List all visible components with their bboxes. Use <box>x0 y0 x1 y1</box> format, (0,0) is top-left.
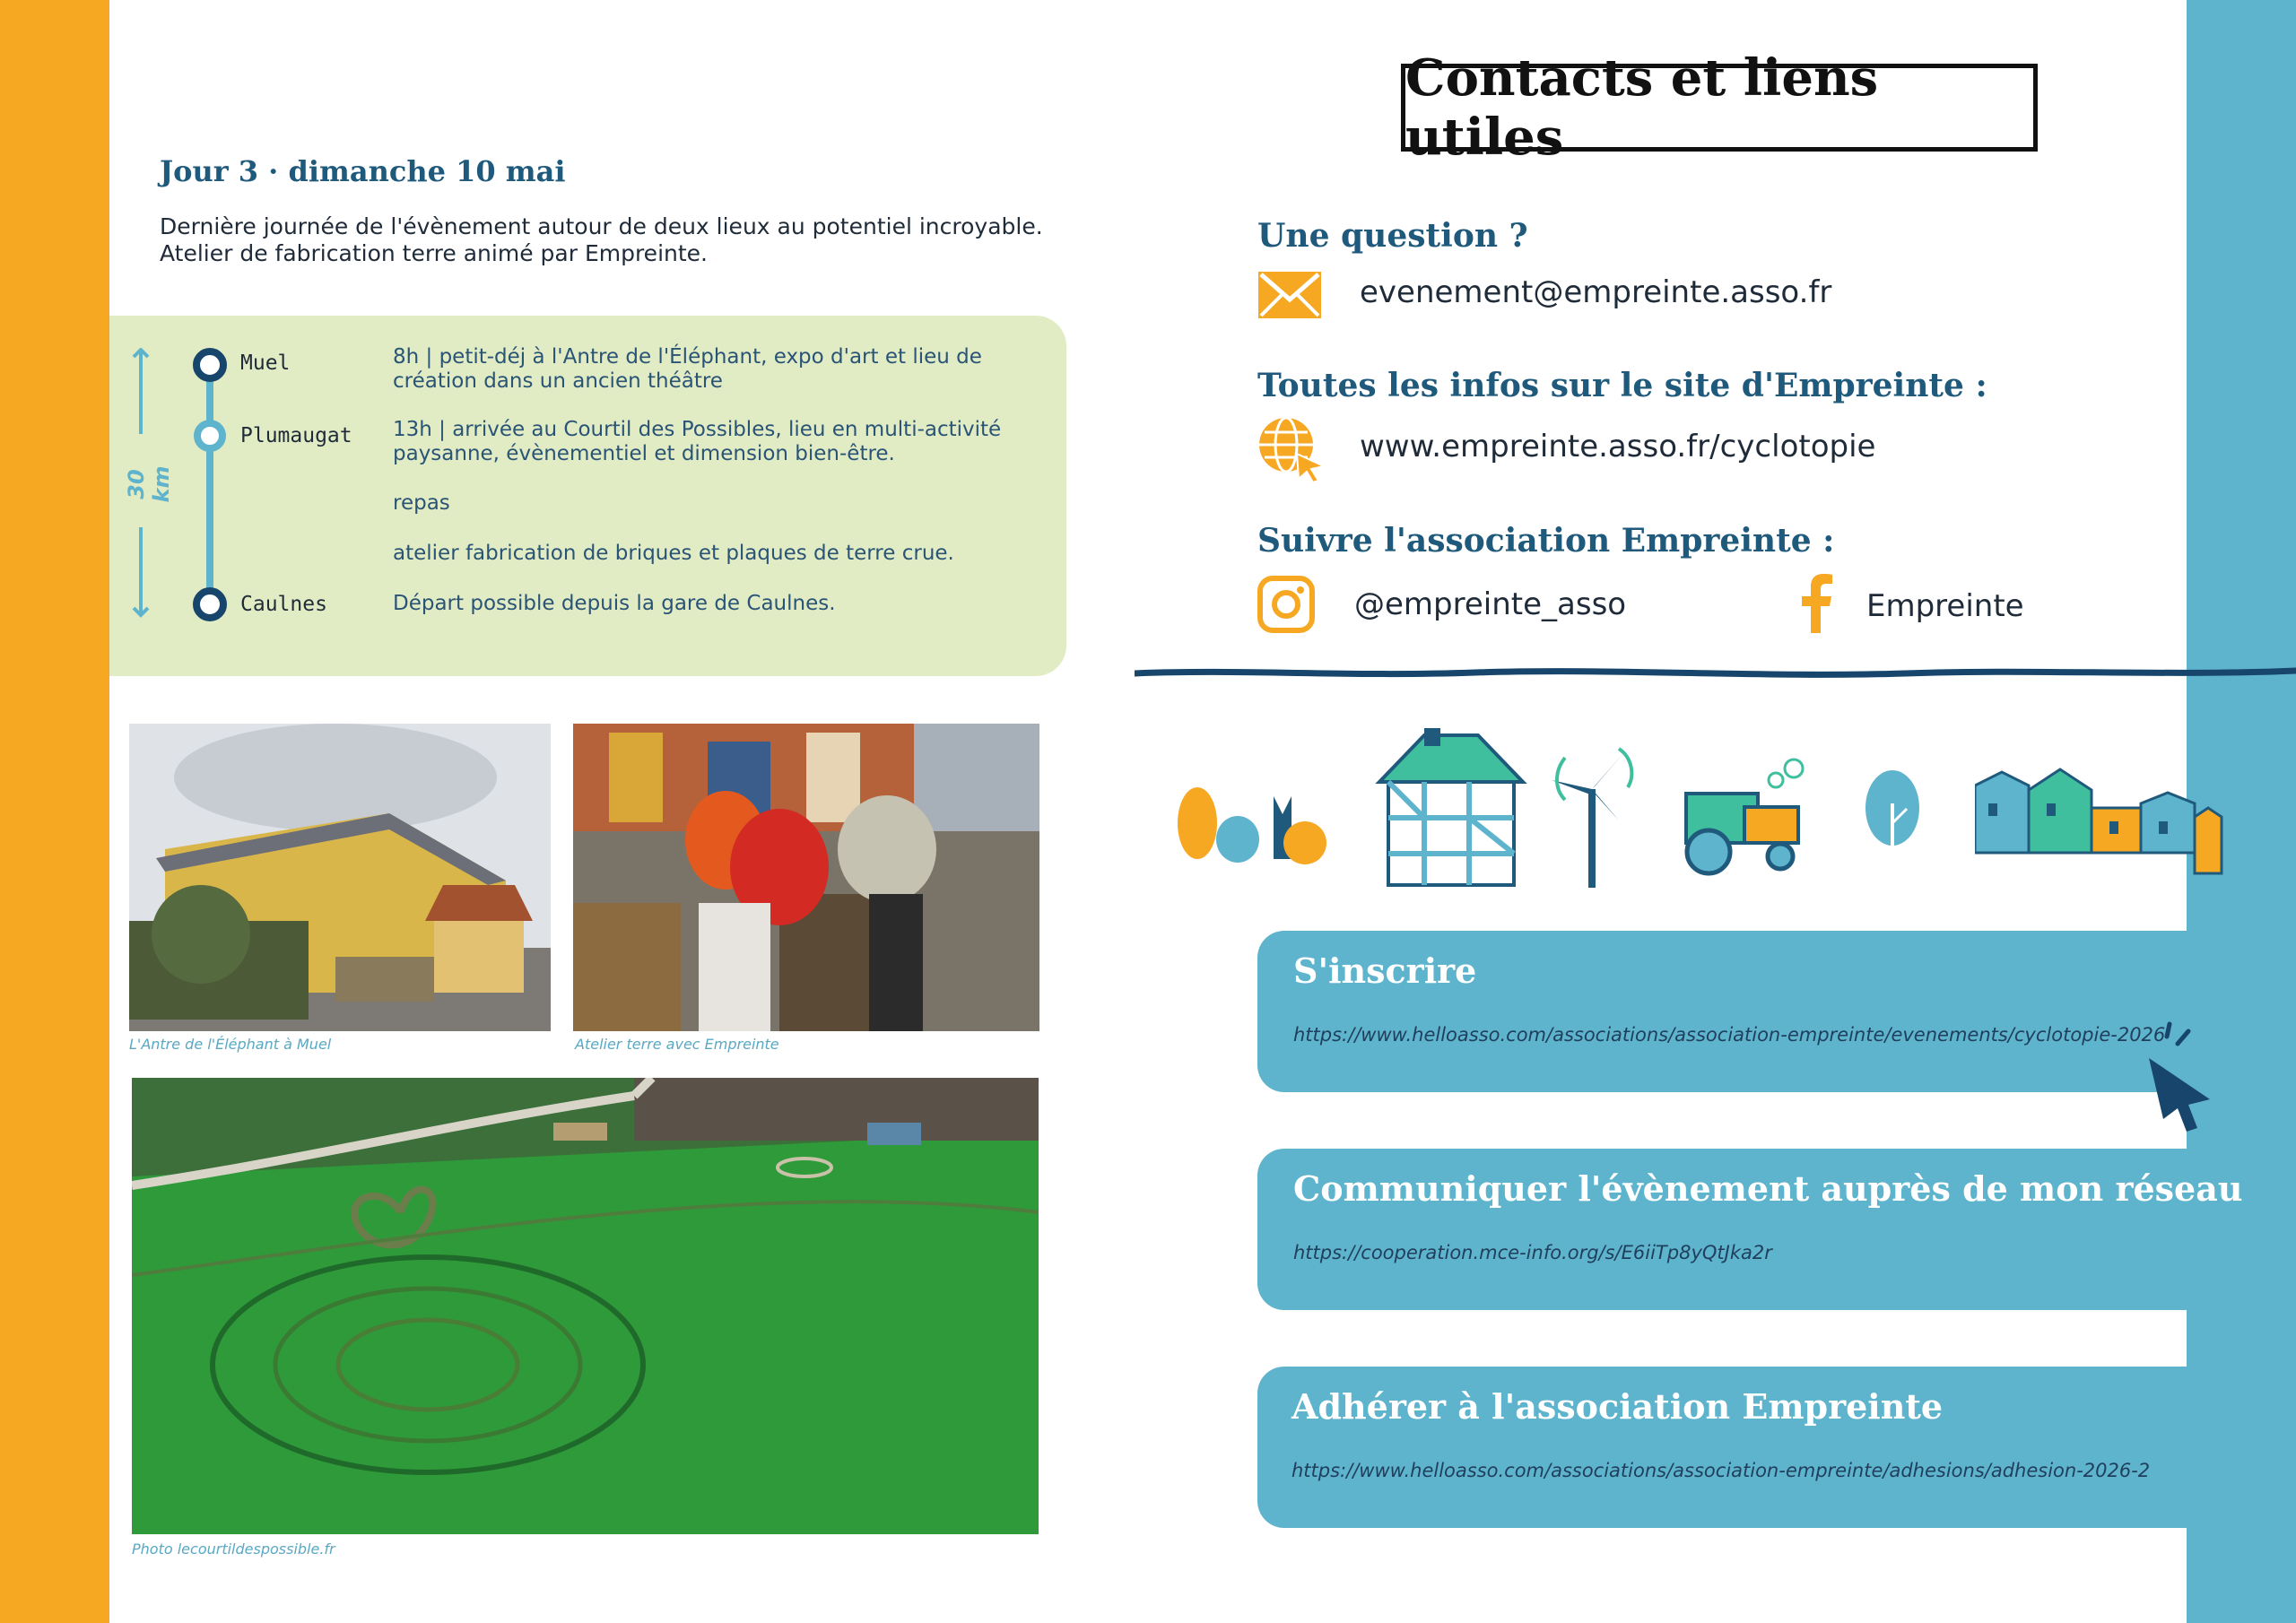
website-link[interactable]: www.empreinte.asso.fr/cyclotopie <box>1360 429 1876 464</box>
stop-name-caulnes: Caulnes <box>240 593 327 616</box>
site-heading: Toutes les infos sur le site d'Empreinte : <box>1257 367 1987 404</box>
stop-text-plumaugat: 13h | arrivée au Courtil des Possibles, lieu en multi-activité paysanne, évènementiel et dimension bien-être. <box>393 418 1002 465</box>
caption-photo-3: Photo lecourtildespossible.fr <box>132 1541 335 1558</box>
stop-text-muel: 8h | petit-déj à l'Antre de l'Éléphant, expo d'art et lieu de création dans un ancien théâtre <box>393 345 982 393</box>
facebook-name[interactable]: Empreinte <box>1866 588 2024 624</box>
stop-text-atelier: atelier fabrication de briques et plaques de terre crue. <box>393 542 954 565</box>
caption-photo-2: Atelier terre avec Empreinte <box>575 1036 779 1053</box>
page-title: Contacts et liens utiles <box>1401 64 2038 152</box>
instagram-icon[interactable] <box>1257 576 1315 633</box>
register-card-title[interactable]: S'inscrire <box>1293 950 1477 991</box>
tractor-illustration <box>1682 758 1807 879</box>
email-link[interactable]: evenement@empreinte.asso.fr <box>1360 274 1832 310</box>
photo-courtil-aerial <box>132 1078 1039 1534</box>
share-card-url[interactable]: https://cooperation.mce-info.org/s/E6iiTp8yQtJka2r <box>1293 1242 1772 1263</box>
wavy-divider <box>1135 660 2296 687</box>
day-title: Jour 3 · dimanche 10 mai <box>160 154 566 188</box>
stop-text-repas: repas <box>393 491 450 515</box>
half-timbered-house-illustration <box>1370 728 1527 890</box>
question-heading: Une question ? <box>1257 217 1528 255</box>
intro-line-1: Dernière journée de l'évènement autour de deux lieux au potentiel incroyable. <box>160 213 1043 239</box>
photo-atelier-terre <box>573 724 1039 1031</box>
stop-name-muel: Muel <box>240 352 291 375</box>
membership-card-url[interactable]: https://www.helloasso.com/associations/association-empreinte/adhesions/adhesion-2026-2 <box>1292 1460 2151 1481</box>
wind-turbine-illustration <box>1547 744 1637 888</box>
row-houses-illustration <box>1975 768 2226 880</box>
globe-cursor-icon <box>1256 414 1327 482</box>
route-line <box>187 345 233 623</box>
intro-line-2: Atelier de fabrication terre animé par Empreinte. <box>160 240 708 266</box>
trees-illustration <box>1170 725 1332 868</box>
register-card-url[interactable]: https://www.helloasso.com/associations/association-empreinte/evenements/cyclotopie-2026 <box>1293 1024 2166 1046</box>
envelope-icon <box>1257 271 1322 319</box>
instagram-handle[interactable]: @empreinte_asso <box>1354 586 1627 622</box>
cursor-click-icon <box>2144 1020 2215 1133</box>
left-orange-stripe <box>0 0 109 1623</box>
stop-text-caulnes: Départ possible depuis la gare de Caulnes. <box>393 592 836 615</box>
share-card-title[interactable]: Communiquer l'évènement auprès de mon réseau <box>1293 1168 2243 1209</box>
facebook-icon[interactable] <box>1799 574 1835 633</box>
tree-illustration <box>1857 768 1928 866</box>
photo-antre-elephant <box>129 724 551 1031</box>
membership-card-title[interactable]: Adhérer à l'association Empreinte <box>1292 1386 1944 1427</box>
follow-heading: Suivre l'association Empreinte : <box>1257 522 1835 560</box>
stop-name-plumaugat: Plumaugat <box>240 424 352 447</box>
caption-photo-1: L'Antre de l'Éléphant à Muel <box>129 1036 332 1053</box>
distance-label: 30 km <box>124 465 174 503</box>
